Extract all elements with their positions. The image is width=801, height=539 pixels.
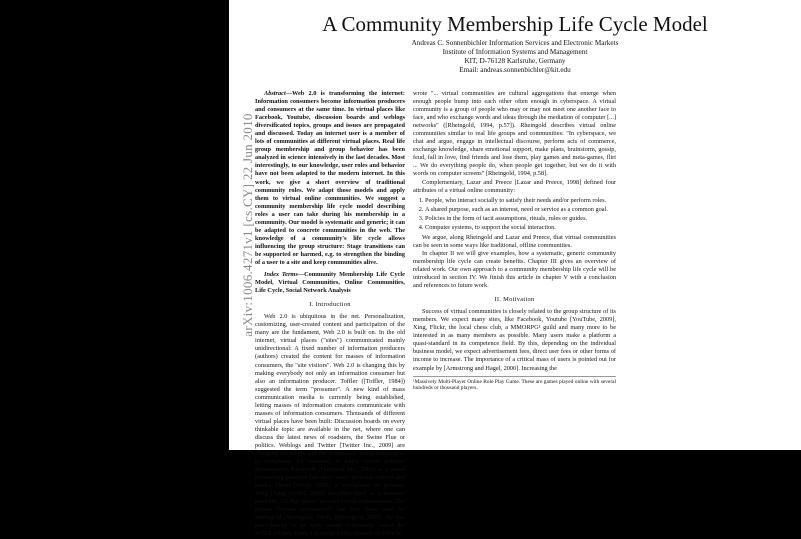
section-heading-introduction: I. Introduction	[309, 301, 351, 309]
right-paragraph-2: Complementary, Lazar and Preece [Lazar and Preece, 1998] defined four attributes of a virtual online community:	[413, 178, 616, 194]
index-terms	[255, 271, 405, 295]
paper-page	[229, 0, 801, 538]
attribute-list	[413, 197, 616, 232]
paper-title: A Community Membership Life Cycle Model	[322, 12, 708, 36]
footnote: ¹Massively Multi-Player Online Role Play Game. These are games played online with several hundreds or thousand players.	[413, 376, 616, 392]
left-column	[255, 90, 405, 539]
section-heading-motivation: II. Motivation	[494, 296, 535, 304]
author-line-3: KIT, D-76128 Karlsruhe, Germany	[464, 57, 566, 65]
author-email: Email: andreas.sonnenbichler@kit.edu	[459, 66, 571, 74]
abstract	[255, 90, 405, 267]
intro-paragraph: Web 2.0 is ubiquitous in the net. Personalization, customizing, user-created content and participation of the many are the fundament, Web 2.0 is built on. In the old internet, virtual places ("sites") communicated mainly unidirectional: A fixed number of information producers (authors) created the content for masses of information consumers, the "site visitors". Web 2.0 is changing this by making everybody not only an information consumer but also an information producer. Toffler ([Toffler, 1984]) suggested the term "prosumer". A new kind of mass communication media is currently being established, letting masses of information creators communicate with masses of information consumers. Thousands of different virtual places have been built: Discussion boards on every thinkable topic are available in the net, where one can discuss the latest news of roadsters, the Swine Flue or politics. Weblogs and Twitter [Twitter Inc., 2009] are changing the media and the journalistic world enabling us to participate, for example, in Iran's current political development. Facebook [Facebook Inc., 2009] as a social networking platform lets users share personal content and media. Flickr [Flickr, 2009] is specialized on pictures. Xing [Xing GmbH, 2009] describes itself as a business platform. All this places we call virtual communities. The phrase "virtual community" has first been used by Rheingold [Rheingold, 1994], [Rheingold, 2000]. He was participating in an early online community called the WELL (Whole Earth 'Lectronic Link). Already in 1994 he	[255, 313, 405, 538]
index-terms-label: Index Terms	[264, 271, 298, 279]
list-item: 1. People, who interact socially to satisfy their needs and/or perform roles.	[425, 197, 616, 205]
arxiv-stamp: arXiv:1006.4271v1 [cs.CY] 22 Jun 2010	[240, 113, 255, 337]
abstract-text: —Web 2.0 is transforming the internet: Information consumers become information producers and consumers at the same time. In virtual places like Facebook, Youtube, discussion boards and weblogs diversificated topics, groups and issues are propagated and discussed. Today an internet user is a member of lots of communities at different virtual places. Real life group membership and group behavior has been analyzed in science intensively in the last decades. Most interestingly, to our knowledge, user roles and behavior have not been adapted to the modern internet. In this work, we give a short overview of traditional community roles. We adapt those models and apply them to virtual online communities. We suggest a community membership life cycle model describing roles a user can take during his membership in a community. Our model is systematic and generic; it can be adapted to concrete communities in the web. The knowledge of a community's life cycle allows influencing the group structure: Stage transitions can be supported or harmed, e.g. to strengthen the binding of a user to a site and keep communities alive.	[255, 90, 405, 266]
list-item: 3. Policies in the form of tacit assumptions, rituals, rules or guides.	[425, 215, 616, 223]
motivation-paragraph: Success of virtual communities is closely related to the group structure of its members. We expect many sites, like Facebook, Youtube [YouTube, 2009], Xing, Flickr, the local chess club, a MMORPG¹ guild and many more to be interested in as many members as possible. Many users make a platform a quasi-standard in its competence field. By this, depending on the individual business model, we expect advertisement fees, direct user fees or other forms of income to increase. The importance of a critical mass of users is pointed out for example by [Armstrong and Hagel, 2000]. Increasing the	[413, 308, 616, 372]
right-column	[413, 90, 616, 392]
abstract-label: Abstract	[264, 90, 286, 97]
right-paragraph-3: We argue, along Rheingold and Lazar and Preece, that virtual communities can be seen in some ways like traditional, offline communities.	[413, 233, 616, 249]
index-terms-text: —Community Membership Life Cycle Model, Virtual Communities, Online Communities, Life Cycle, Social Network Analysis	[255, 271, 405, 295]
right-paragraph-4: In chapter II we will give examples, how a systematic, generic community membership life cycle can create benefits. Chapter III gives an overview of related work. Our own approach to a community membership life cycle will be introduced in section IV. We finish this article in chapter V with a conclusion and references to future work.	[413, 249, 616, 290]
list-item: 4. Computer systems, to support the social interaction.	[425, 224, 616, 232]
list-item: 2. A shared purpose, such as an interest, need or service as a common goal.	[425, 206, 616, 214]
author-line-1: Andreas C. Sonnenbichler Information Services and Electronic Markets	[411, 39, 619, 47]
author-line-2: Institute of Information Systems and Management	[442, 48, 588, 56]
right-paragraph-1: wrote "... virtual communities are cultural aggregations that emerge when enough people bump into each other often enough in cyberspace. A virtual community is a group of people who may or may not meet one another face to face, and who exchange words and ideas through the mediation of computer [...] networks" ([Rheingold, 1994, p.57]). Rheingold describes virtual online communities similar to real life groups and communities: "In cyberspace, we chat and argue, engage in intellectual discourse, perform acts of commerce, exchange knowledge, share emotional support, make plans, brainstorm, gossip, feud, fall in love, find friends and lose them, play games and meta-games, flirt ... We do everything people do, when people get together, but we do it with words on computer screens" [Rheingold, 1994, p.58].	[413, 90, 616, 178]
